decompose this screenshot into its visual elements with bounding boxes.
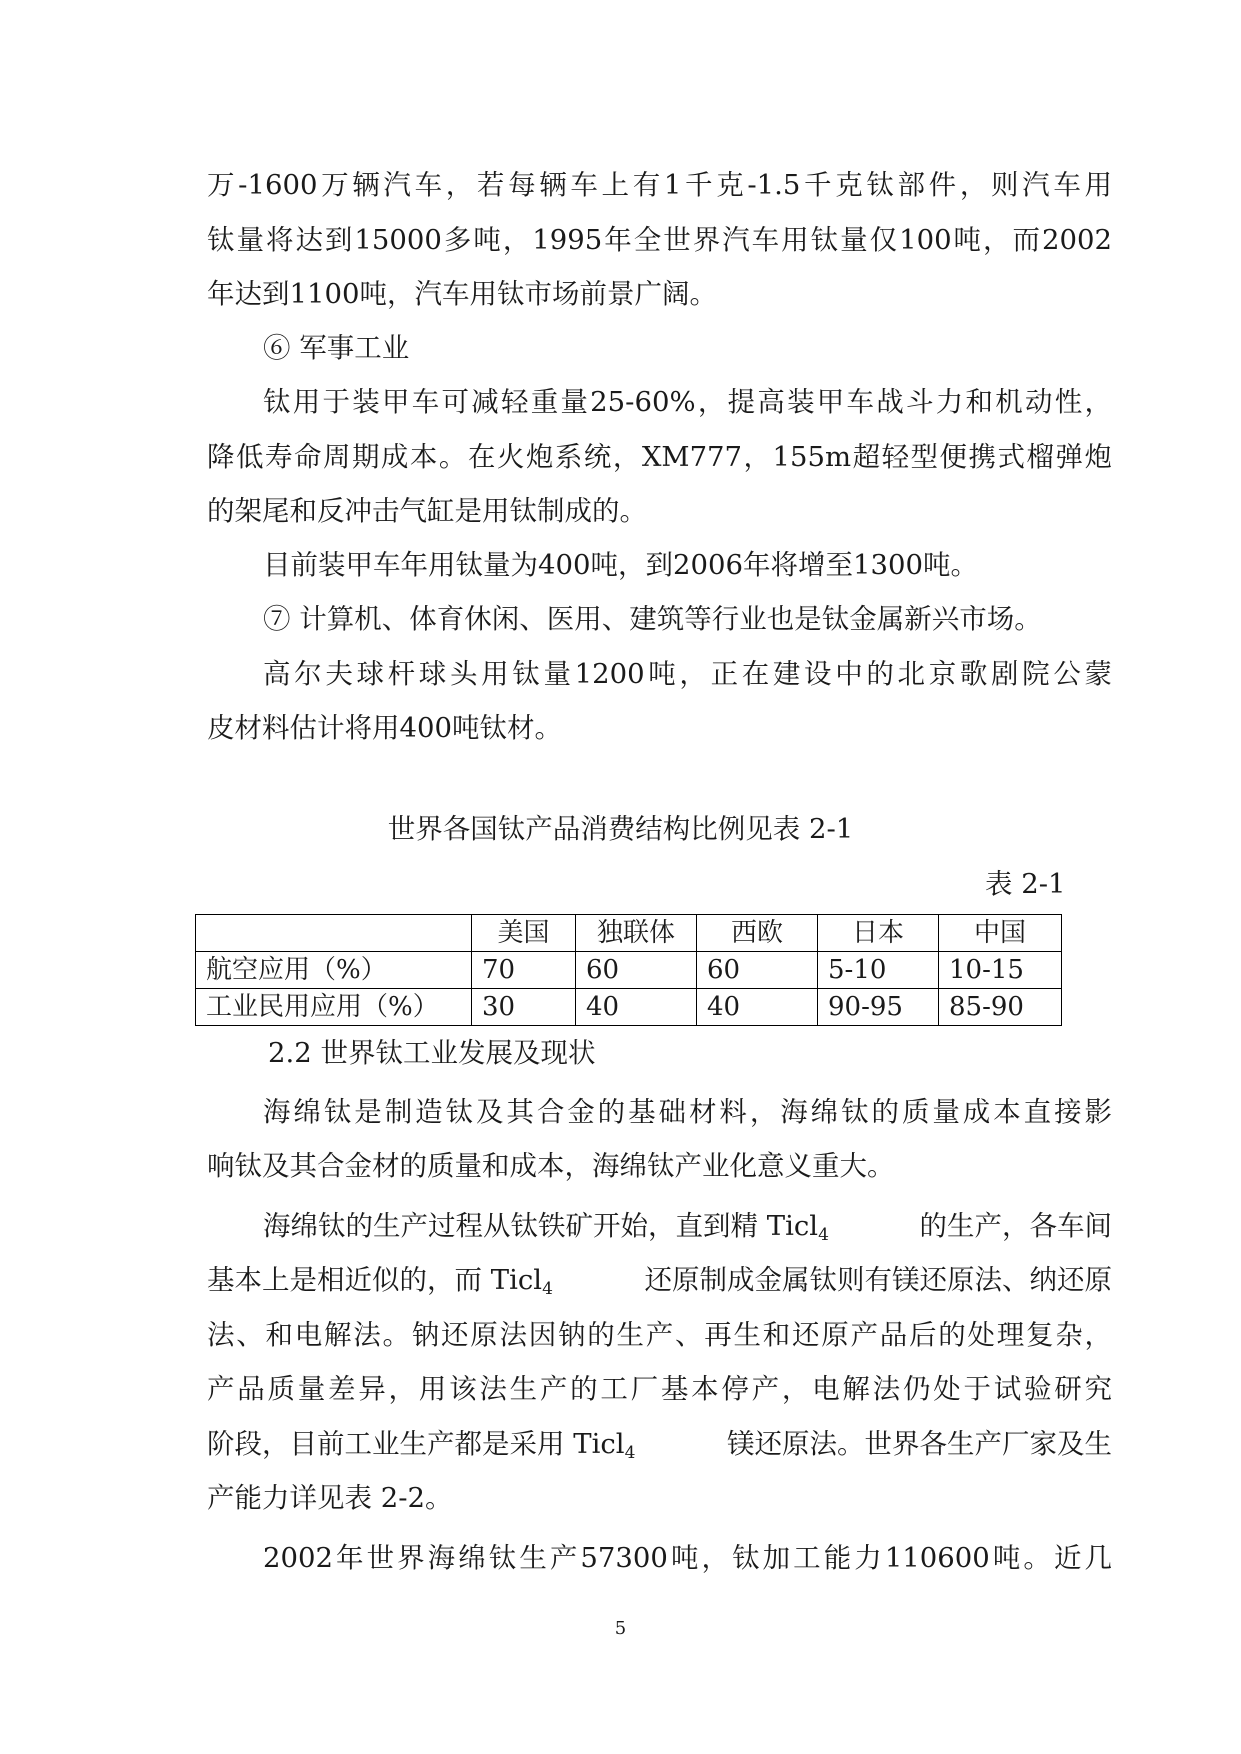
- paragraph-line: 的架尾和反冲击气缸是用钛制成的。: [207, 495, 647, 527]
- text-run: 基本上是相近似的，而 Ticl$_4$: [207, 1264, 553, 1299]
- paragraph-line: 年达到1100吨，汽车用钛市场前景广阔。: [207, 278, 717, 310]
- table-cell: 5-10: [818, 952, 939, 989]
- table-cell: 40: [576, 989, 697, 1026]
- paragraph-line: 产品质量差异，用该法生产的工厂基本停产，电解法仍处于试验研究: [207, 1373, 1112, 1405]
- row-label: 工业民用应用（%）: [196, 989, 472, 1026]
- subsection-heading: ⑦ 计算机、体育休闲、医用、建筑等行业也是钛金属新兴市场。: [263, 603, 1042, 635]
- paragraph-line: 法、和电解法。钠还原法因钠的生产、再生和还原产品后的处理复杂，: [207, 1319, 1112, 1351]
- header-cell: 中国: [939, 915, 1062, 952]
- subscript: 4: [542, 1279, 553, 1299]
- paragraph-line: 2002年世界海绵钛生产57300吨，钛加工能力110600吨。近几: [263, 1542, 1112, 1574]
- header-cell: 西欧: [697, 915, 818, 952]
- paragraph-line: 钛用于装甲车可减轻重量25-60%，提高装甲车战斗力和机动性，: [263, 386, 1112, 418]
- paragraph-line: 高尔夫球杆球头用钛量1200吨，正在建设中的北京歌剧院公蒙: [263, 658, 1112, 690]
- subsection-heading: ⑥ 军事工业: [263, 332, 410, 364]
- table-cell: 10-15: [939, 952, 1062, 989]
- header-cell: 日本: [818, 915, 939, 952]
- subscript: 4: [818, 1225, 829, 1245]
- paragraph-line: 海绵钛是制造钛及其合金的基础材料，海绵钛的质量成本直接影: [263, 1096, 1112, 1128]
- table-cell: 70: [472, 952, 576, 989]
- header-cell: [196, 915, 472, 952]
- paragraph-line: [207, 1427, 1112, 1470]
- header-cell: 美国: [472, 915, 576, 952]
- table-number: 表 2-1: [985, 868, 1066, 900]
- row-label: 航空应用（%）: [196, 952, 472, 989]
- table-header-row: [196, 915, 1062, 952]
- paragraph-line: 产能力详见表 2-2。: [207, 1482, 453, 1514]
- consumption-table: [195, 914, 1062, 1026]
- text-run: 阶段，目前工业生产都是采用 Ticl$_4$: [207, 1428, 636, 1463]
- table-cell: 90-95: [818, 989, 939, 1026]
- table-row: [196, 952, 1062, 989]
- table-caption: 世界各国钛产品消费结构比例见表 2-1: [387, 813, 854, 845]
- paragraph-line: [263, 1209, 1112, 1252]
- text-run: 还原制成金属钛则有镁还原法、纳还原: [644, 1264, 1112, 1296]
- table-cell: 40: [697, 989, 818, 1026]
- header-cell: 独联体: [576, 915, 697, 952]
- paragraph-line: 响钛及其合金材的质量和成本，海绵钛产业化意义重大。: [207, 1150, 895, 1182]
- text-run: 海绵钛的生产过程从钛铁矿开始，直到精 Ticl$_4$: [263, 1210, 829, 1245]
- paragraph-line: 降低寿命周期成本。在火炮系统，XM777，155m超轻型便携式榴弹炮: [207, 441, 1112, 473]
- paragraph-line: 目前装甲车年用钛量为400吨，到2006年将增至1300吨。: [263, 549, 978, 581]
- section-heading: 2.2 世界钛工业发展及现状: [268, 1037, 596, 1069]
- paragraph-line: 钛量将达到15000多吨，1995年全世界汽车用钛量仅100吨，而2002: [207, 224, 1112, 256]
- table-cell: 60: [576, 952, 697, 989]
- paragraph-line: [207, 1263, 1112, 1306]
- table-row: [196, 989, 1062, 1026]
- text-run: 镁还原法。世界各生产厂家及生: [727, 1428, 1112, 1460]
- table-cell: 30: [472, 989, 576, 1026]
- table-cell: 85-90: [939, 989, 1062, 1026]
- paragraph-line: 皮材料估计将用400吨钛材。: [207, 712, 562, 744]
- page-number: 5: [614, 1618, 627, 1639]
- text-run: 的生产，各车间: [919, 1210, 1112, 1242]
- table-cell: 60: [697, 952, 818, 989]
- paragraph-line: 万-1600万辆汽车，若每辆车上有1千克-1.5千克钛部件，则汽车用: [207, 169, 1112, 201]
- subscript: 4: [624, 1443, 636, 1463]
